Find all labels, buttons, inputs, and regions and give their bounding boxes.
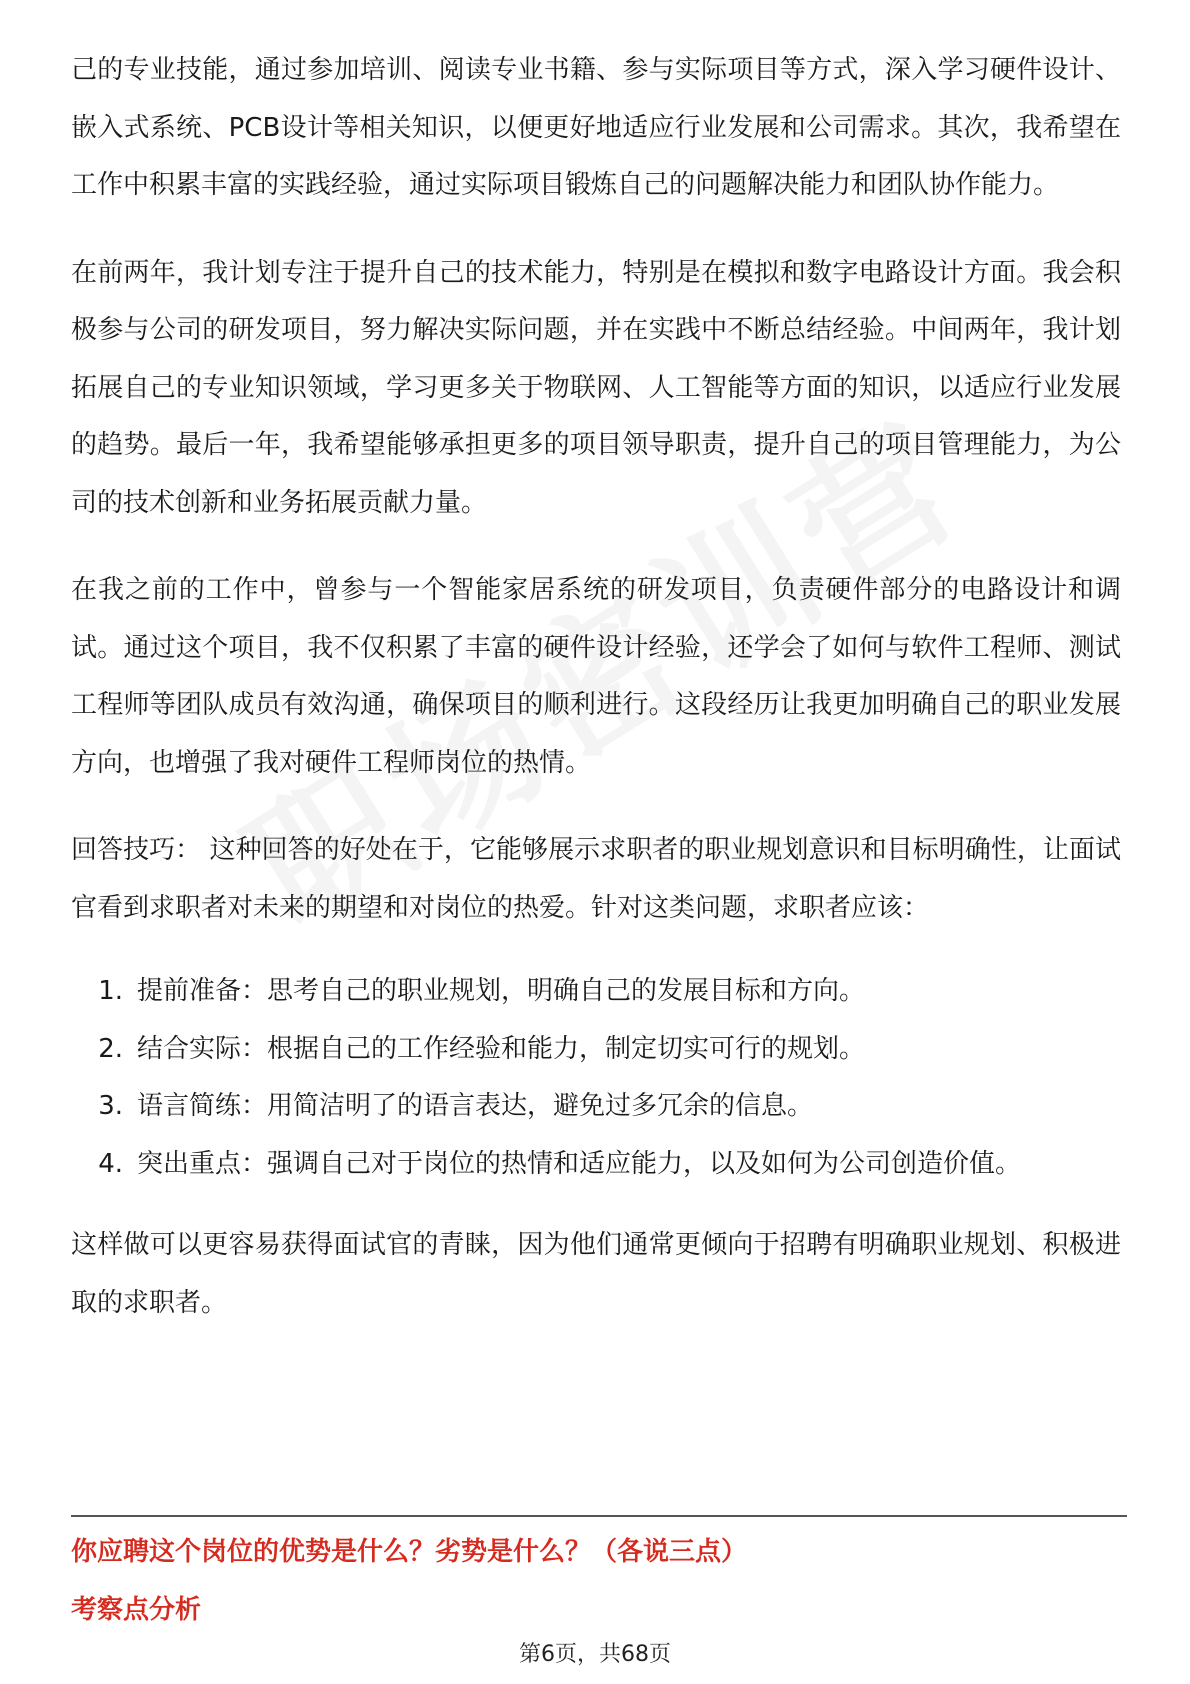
- page-number-footer: 第6页，共68页: [519, 1642, 671, 1667]
- paragraph-five-year-plan: 在前两年，我计划专注于提升自己的技术能力，特别是在模拟和数字电路设计方面。我会积极参与公司的研发项目，努力解决实际问题，并在实践中不断总结经验。中间两年，我计划拓展自己的专业知识领域，学习更多关于物联网、人工智能等方面的知识，以适应行业发展的趋势。最后一年，我希望能够承担更多的项目领导职责，提升自己的项目管理能力，为公司的技术创新和业务拓展贡献力量。: [71, 257, 1121, 518]
- list-item-number: 3.: [98, 1091, 123, 1121]
- list-item-number: 1.: [98, 976, 123, 1006]
- section-divider: [71, 1515, 1127, 1517]
- list-item: [71, 1136, 1121, 1194]
- paragraph-answer-tips: 回答技巧： 这种回答的好处在于，它能够展示求职者的职业规划意识和目标明确性，让面试官看到求职者对未来的期望和对岗位的热爱。针对这类问题，求职者应该：: [71, 835, 1121, 923]
- tips-list: [71, 963, 1121, 1193]
- list-item-number: 4.: [98, 1148, 123, 1179]
- list-item: [71, 963, 1121, 1021]
- list-item-text: 提前准备：思考自己的职业规划，明确自己的发展目标和方向。: [137, 976, 866, 1006]
- paragraph-closing: 这样做可以更容易获得面试官的青睐，因为他们通常更倾向于招聘有明确职业规划、积极进取的求职者。: [71, 1230, 1121, 1318]
- list-item: [71, 1021, 1121, 1079]
- list-item-text: 突出重点：强调自己对于岗位的热情和适应能力，以及如何为公司创造价值。: [137, 1148, 1022, 1179]
- list-item-number: 2.: [98, 1033, 123, 1064]
- paragraph-experience: 在我之前的工作中，曾参与一个智能家居系统的研发项目，负责硬件部分的电路设计和调试。通过这个项目，我不仅积累了丰富的硬件设计经验，还学会了如何与软件工程师、测试工程师等团队成员有效沟通，确保项目的顺利进行。这段经历让我更加明确自己的职业发展方向，也增强了我对硬件工程师岗位的热情。: [71, 575, 1121, 778]
- analysis-section-label: 考察点分析: [71, 1595, 202, 1625]
- list-item-text: 结合实际：根据自己的工作经验和能力，制定切实可行的规划。: [137, 1033, 866, 1064]
- main-content: [71, 42, 1121, 1362]
- next-question-heading: 你应聘这个岗位的优势是什么？劣势是什么？（各说三点）: [71, 1537, 748, 1567]
- list-item: [71, 1078, 1121, 1136]
- paragraph-skills: 己的专业技能，通过参加培训、阅读专业书籍、参与实际项目等方式，深入学习硬件设计、嵌入式系统、PCB设计等相关知识，以便更好地适应行业发展和公司需求。其次，我希望在工作中积累丰富的实践经验，通过实际项目锻炼自己的问题解决能力和团队协作能力。: [71, 55, 1121, 200]
- list-item-text: 语言简练：用简洁明了的语言表达，避免过多冗余的信息。: [137, 1091, 814, 1121]
